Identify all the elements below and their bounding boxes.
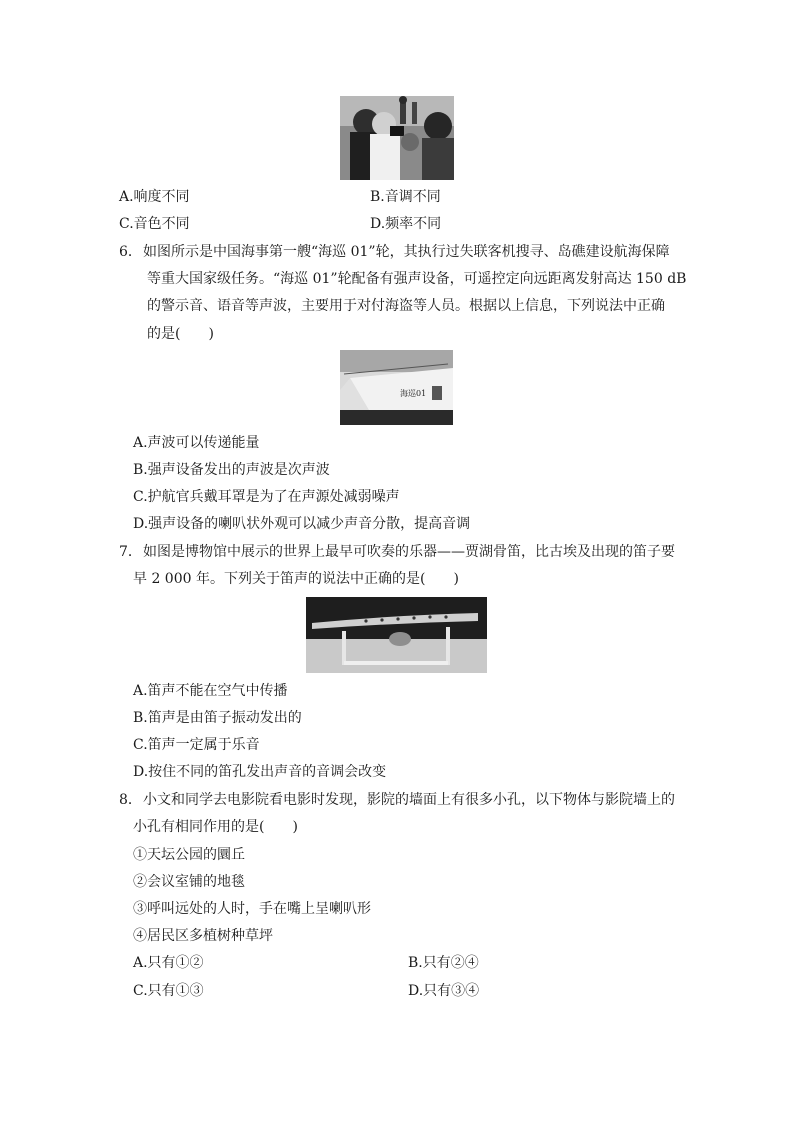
q8-option-d[interactable]: D.只有③④: [408, 983, 480, 999]
q8-item-4: ④居民区多植树种草坪: [133, 928, 273, 944]
q5-option-c[interactable]: C.音色不同: [119, 216, 190, 232]
q6-option-c[interactable]: C.护航官兵戴耳罩是为了在声源处减弱噪声: [133, 489, 400, 505]
q6-option-a[interactable]: A.声波可以传递能量: [133, 435, 260, 451]
q6-stem-line2: 等重大国家级任务。“海巡 01”轮配备有强声设备，可遥控定向远距离发射高达 150 dB: [147, 271, 687, 287]
q6-ship-label: 海巡01: [400, 389, 427, 398]
q8-option-a[interactable]: A.只有①②: [133, 955, 204, 971]
q8-stem-line2: 小孔有相同作用的是( ): [133, 819, 298, 835]
q7-number: 7．: [119, 544, 142, 560]
q5-option-a[interactable]: A.响度不同: [119, 189, 190, 205]
q7-stem-line1: 如图是博物馆中展示的世界上最早可吹奏的乐器——贾湖骨笛，比古埃及出现的笛子要: [143, 544, 675, 560]
q5-option-b[interactable]: B.音调不同: [370, 189, 441, 205]
q8-item-1: ①天坛公园的圜丘: [133, 847, 245, 863]
q7-stem-line2: 早 2 000 年。下列关于笛声的说法中正确的是( ): [133, 571, 459, 587]
q7-photo-bone-flute: [306, 597, 487, 673]
q6-number: 6．: [119, 244, 142, 260]
q5-photo-children: [340, 96, 454, 180]
q8-option-c[interactable]: C.只有①③: [133, 983, 204, 999]
q7-option-d[interactable]: D.按住不同的笛孔发出声音的音调会改变: [133, 764, 387, 780]
q6-option-d[interactable]: D.强声设备的喇叭状外观可以减少声音分散，提高音调: [133, 516, 471, 532]
q7-option-a[interactable]: A.笛声不能在空气中传播: [133, 683, 288, 699]
q8-number: 8．: [119, 792, 142, 808]
q5-option-d[interactable]: D.频率不同: [370, 216, 442, 232]
q6-stem-line3: 的警示音、语音等声波，主要用于对付海盗等人员。根据以上信息，下列说法中正确: [147, 298, 665, 314]
q6-photo-ship: [340, 350, 453, 425]
q6-stem-line4: 的是( ): [147, 326, 214, 342]
q8-item-3: ③呼叫远处的人时，手在嘴上呈喇叭形: [133, 901, 371, 917]
q6-option-b[interactable]: B.强声设备发出的声波是次声波: [133, 462, 330, 478]
q8-stem-line1: 小文和同学去电影院看电影时发现，影院的墙面上有很多小孔，以下物体与影院墙上的: [143, 792, 675, 808]
q7-option-b[interactable]: B.笛声是由笛子振动发出的: [133, 710, 302, 726]
q6-stem-line1: 如图所示是中国海事第一艘“海巡 01”轮，其执行过失联客机搜寻、岛礁建设航海保障: [143, 244, 670, 260]
q8-item-2: ②会议室铺的地毯: [133, 874, 245, 890]
q8-option-b[interactable]: B.只有②④: [408, 955, 479, 971]
q7-option-c[interactable]: C.笛声一定属于乐音: [133, 737, 260, 753]
